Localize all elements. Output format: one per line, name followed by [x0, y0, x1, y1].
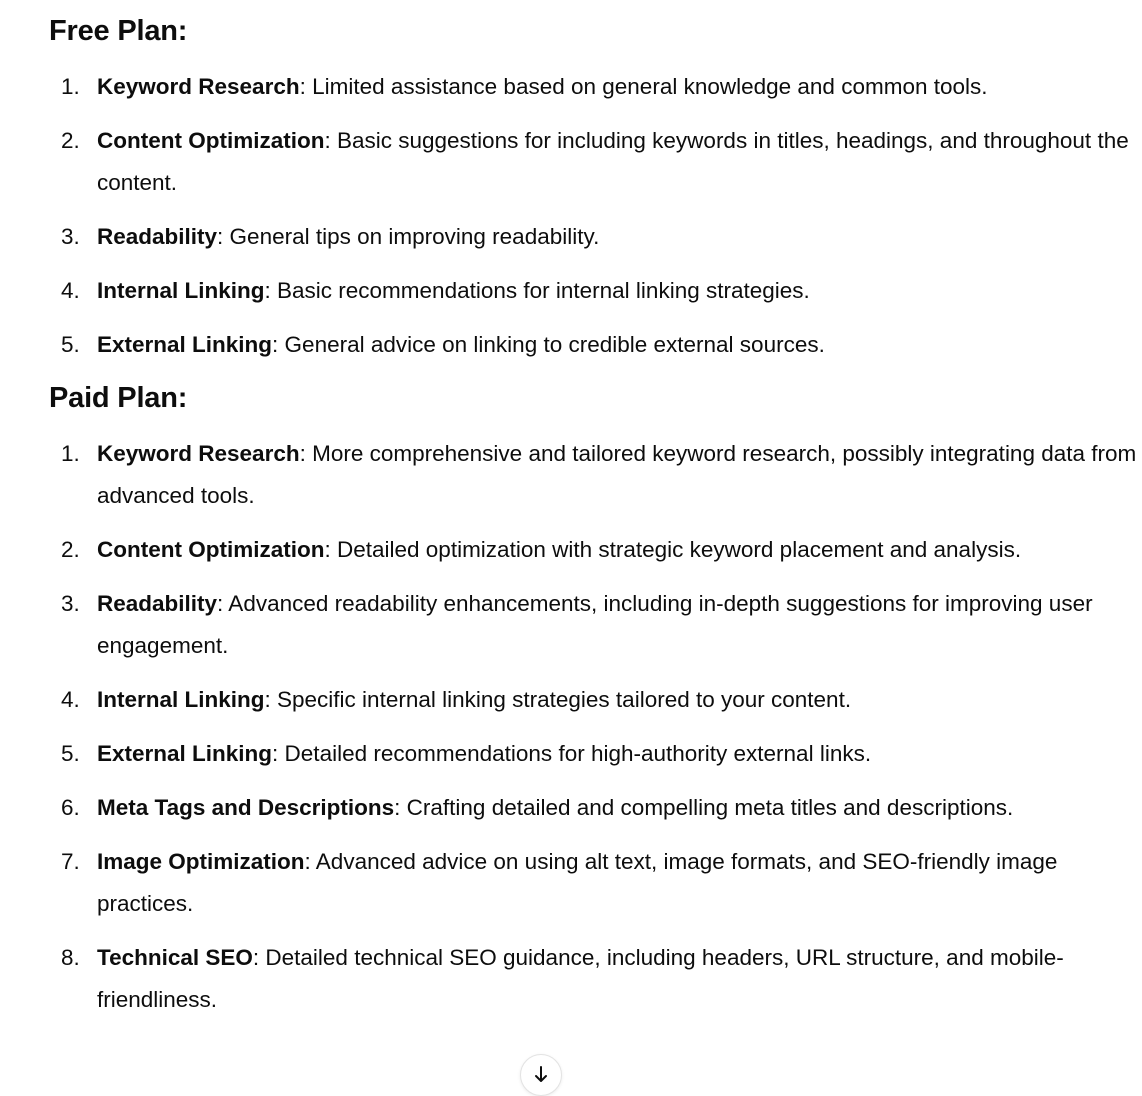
- free-plan-section: [49, 0, 1139, 366]
- paid-plan-list: [49, 433, 1139, 1021]
- list-item: 7. Image Optimization: Advanced advice on using alt text, image formats, and SEO-friendly image practices.: [61, 849, 1058, 916]
- paid-plan-heading: Paid Plan:: [49, 382, 188, 414]
- list-item: 4. Internal Linking: Specific internal linking strategies tailored to your content.: [61, 687, 852, 712]
- list-item: 3. Readability: General tips on improving readability.: [61, 224, 600, 249]
- list-item: 2. Content Optimization: Basic suggestions for including keywords in titles, headings, and throughout the content.: [61, 128, 1129, 195]
- arrow-down-icon: [533, 1065, 549, 1085]
- list-item: 8. Technical SEO: Detailed technical SEO guidance, including headers, URL structure, and mobile-friendliness.: [61, 945, 1064, 1012]
- list-item: 2. Content Optimization: Detailed optimization with strategic keyword placement and analysis.: [61, 537, 1022, 562]
- list-item: 5. External Linking: Detailed recommendations for high-authority external links.: [61, 741, 872, 766]
- list-item: 1. Keyword Research: More comprehensive and tailored keyword research, possibly integrating data from advanced tools.: [61, 441, 1137, 508]
- chat-message-content: [49, 0, 1139, 1033]
- free-plan-heading: Free Plan:: [49, 15, 188, 47]
- list-item: 4. Internal Linking: Basic recommendations for internal linking strategies.: [61, 278, 810, 303]
- list-item: 3. Readability: Advanced readability enhancements, including in-depth suggestions for improving user engagement.: [61, 591, 1093, 658]
- list-item: 1. Keyword Research: Limited assistance based on general knowledge and common tools.: [61, 74, 988, 99]
- scroll-to-bottom-button[interactable]: [520, 1054, 562, 1096]
- list-item: 5. External Linking: General advice on linking to credible external sources.: [61, 332, 825, 357]
- free-plan-list: [49, 66, 1139, 366]
- list-item: 6. Meta Tags and Descriptions: Crafting detailed and compelling meta titles and descriptions.: [61, 795, 1014, 820]
- paid-plan-section: [49, 378, 1139, 1021]
